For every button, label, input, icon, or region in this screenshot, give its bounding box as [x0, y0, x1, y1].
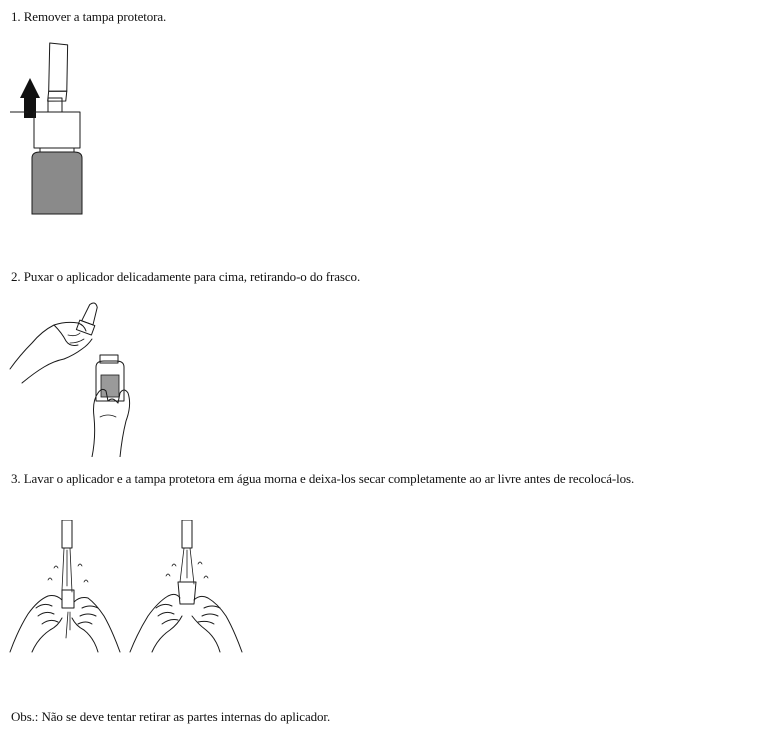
step-3-text: 3. Lavar o aplicador e a tampa protetora em água morna e deixa-los secar completamente ao ar livre antes de recolocá-los.	[11, 471, 635, 486]
note-text: Obs.: Não se deve tentar retirar as partes internas do aplicador.	[11, 709, 331, 724]
spray-bottle-cap-removal-icon	[10, 40, 100, 220]
step-2-text: 2. Puxar o aplicador delicadamente para cima, retirando-o do frasco.	[11, 269, 361, 284]
washing-scene-right	[130, 520, 242, 652]
step-1-text: 1. Remover a tampa protetora.	[11, 9, 167, 24]
hands-pulling-applicator-icon	[8, 297, 138, 457]
washing-scene-left	[10, 520, 120, 652]
hands-washing-parts-icon	[8, 520, 248, 660]
